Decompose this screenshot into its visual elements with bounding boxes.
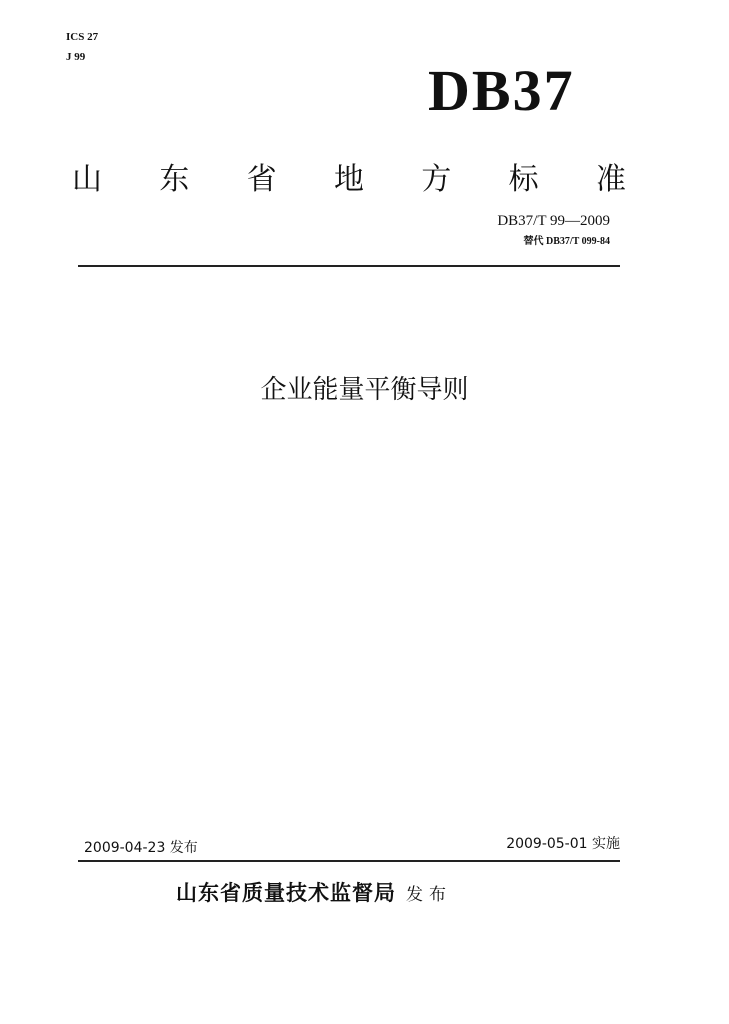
publisher xyxy=(176,878,452,910)
standard-type-char: 东 xyxy=(159,162,190,197)
standard-type-heading xyxy=(72,158,626,202)
ics-code: ICS 27 xyxy=(66,31,99,43)
standard-type-char: 地 xyxy=(333,162,364,197)
standard-type-char: 准 xyxy=(595,162,626,197)
publisher-name: 山东省质量技术监督局 xyxy=(176,881,396,905)
replaces-note: 替代 DB37/T 099-84 xyxy=(523,236,610,247)
standard-type-char: 山 xyxy=(72,162,102,197)
db37-logo: DB37 xyxy=(428,58,575,123)
standard-type-char: 标 xyxy=(508,162,539,197)
header-divider xyxy=(78,265,620,267)
standard-number: DB37/T 99—2009 xyxy=(497,213,610,229)
document-title: 企业能量平衡导则 xyxy=(260,375,469,405)
issue-date: 2009-04-23 发布 xyxy=(84,840,198,856)
standard-type-char: 省 xyxy=(246,162,277,197)
classification-code: J 99 xyxy=(66,51,86,63)
standard-type-char: 方 xyxy=(421,162,452,197)
footer-divider xyxy=(78,860,620,862)
publisher-suffix: 发布 xyxy=(406,885,452,905)
implementation-date: 2009-05-01 实施 xyxy=(506,836,620,852)
